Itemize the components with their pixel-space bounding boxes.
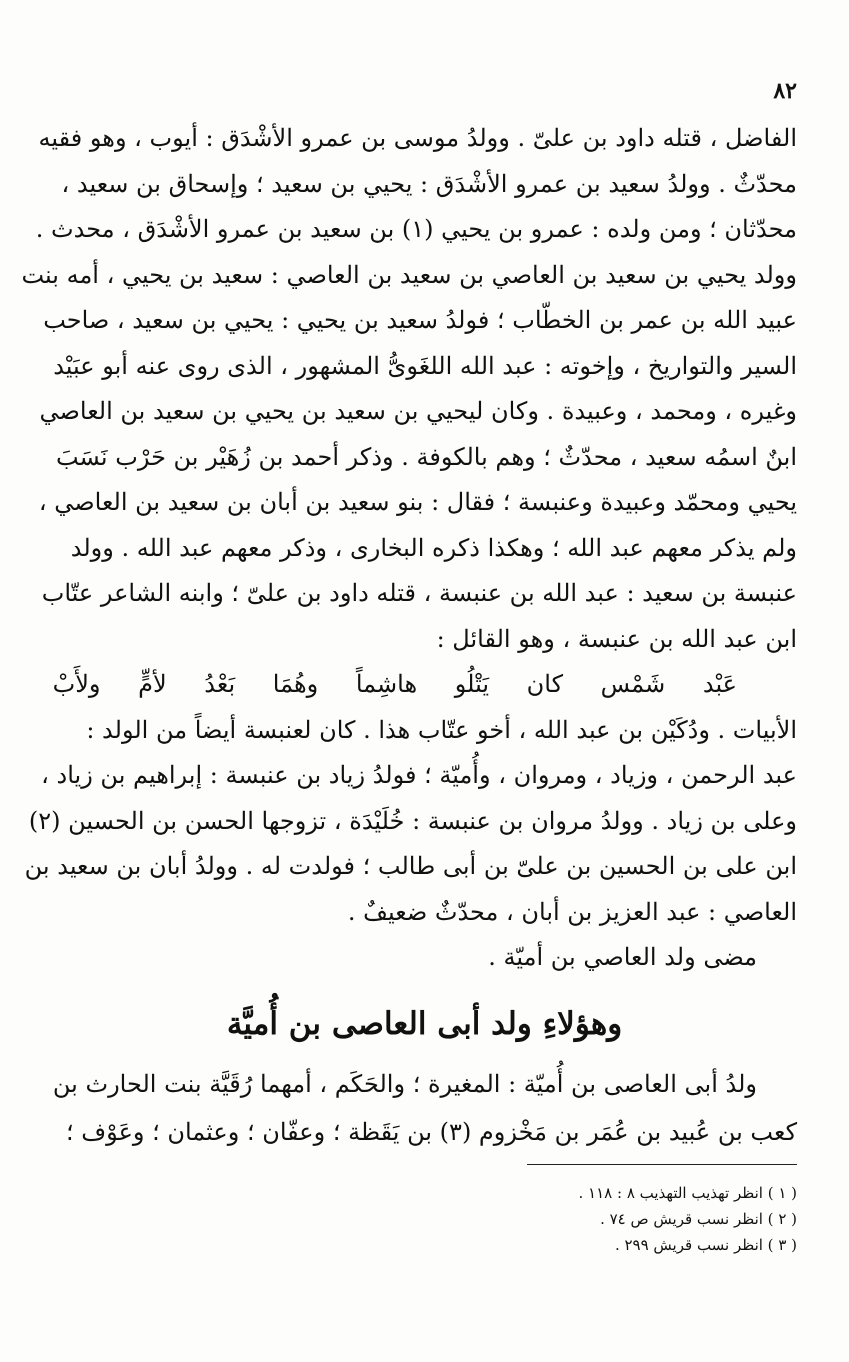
footnote: ( ٢ ) انظر نسب قريش ص ٧٤ . <box>600 1210 797 1228</box>
text-line: الفاضل ، قتله داود بن علىّ . وولدُ موسى بن عمرو الأشْدَق : أيوب ، وهو فقيه <box>38 124 797 152</box>
text-line: عبد الرحمن ، وزياد ، ومروان ، وأُميّة ؛ فولدُ زياد بن عنبسة : إبراهيم بن زياد ، <box>41 761 797 789</box>
footnote: ( ١ ) انظر تهذيب التهذيب ٨ : ١١٨ . <box>578 1184 797 1202</box>
main-text <box>21 116 797 981</box>
text-line: الأبيات . ودُكَيْن بن عبد الله ، أخو عتّاب هذا . كان لعنبسة أيضاً من الولد : <box>86 715 797 744</box>
section-heading: وهؤلاءِ ولد أبى العاصى بن أُميَّة <box>226 1006 623 1042</box>
footnote-divider <box>527 1164 797 1165</box>
footnote: ( ٣ ) انظر نسب قريش ٢٩٩ . <box>614 1236 797 1254</box>
text-line: عبيد الله بن عمر بن الخطّاب ؛ فولدُ سعيد بن يحيي : يحيي بن سعيد ، صاحب <box>43 306 797 334</box>
text-line: مضى ولد العاصي بن أميّة . <box>488 943 757 971</box>
text-line: ابن عبد الله بن عنبسة ، وهو القائل : <box>436 624 797 653</box>
text-line: وعلى بن زياد . وولدُ مروان بن عنبسة : خُلَيْدَة ، تزوجها الحسن بن الحسين (٢) <box>28 806 797 835</box>
text-line: محدّثٌ . وولدُ سعيد بن عمرو الأشْدَق : يحيي بن سعيد ؛ وإسحاق بن سعيد ، <box>61 169 797 198</box>
page-number: ٨٢ <box>773 78 797 104</box>
text-line: عنبسة بن سعيد : عبد الله بن عنبسة ، قتله داود بن علىّ ؛ وابنه الشاعر عتّاب <box>41 579 797 607</box>
text-line: محدّثان ؛ ومن ولده : عمرو بن يحيي (١) بن سعيد بن عمرو الأشْدَق ، محدث . <box>35 215 797 243</box>
text-line: ابنٌ اسمُه سعيد ، محدّثٌ ؛ وهم بالكوفة . وذكر أحمد بن زُهَيْر بن حَرْب نَسَبَ <box>55 442 797 471</box>
text-line: كعب بن عُبيد بن عُمَر بن مَخْزوم (٣) بن يَقَظة ؛ وعفّان ؛ وعثمان ؛ وعَوْف ؛ <box>66 1118 797 1146</box>
section-text <box>49 1060 797 1156</box>
text-line: ابن على بن الحسين بن علىّ بن أبى طالب ؛ فولدت له . وولدُ أبان بن سعيد بن <box>24 852 797 880</box>
text-line: السير والتواريخ ، وإخوته : عبد الله اللغَوىُّ المشهور ، الذى روى عنه أبو عبَيْد <box>53 351 797 380</box>
text-line: يحيي ومحمّد وعبيدة وعنبسة ؛ فقال : بنو سعيد بن أبان بن سعيد بن العاصي ، <box>38 488 797 516</box>
text-line: العاصي : عبد العزيز بن أبان ، محدّثٌ ضعيفٌ . <box>347 897 797 926</box>
poem-verse: عَبْد شَمْس كان يَتْلُو هاشِماً وهُمَا بَعْدُ لأمٍّ ولأَبْ <box>52 670 737 698</box>
text-line: ولدُ أبى العاصى بن أُميّة : المغيرة ؛ والحَكَم ، أمهما رُقَيَّة بنت الحارث بن <box>52 1070 757 1098</box>
footnotes <box>397 1180 797 1258</box>
text-line: ولم يذكر معهم عبد الله ؛ وهكذا ذكره البخارى ، وذكر معهم عبد الله . وولد <box>70 533 797 562</box>
text-line: وولد يحيي بن سعيد بن العاصي بن سعيد بن العاصي : سعيد بن يحيي ، أمه بنت <box>21 260 797 289</box>
text-line: وغيره ، ومحمد ، وعبيدة . وكان ليحيي بن سعيد بن يحيي بن سعيد بن العاصي <box>39 397 797 425</box>
